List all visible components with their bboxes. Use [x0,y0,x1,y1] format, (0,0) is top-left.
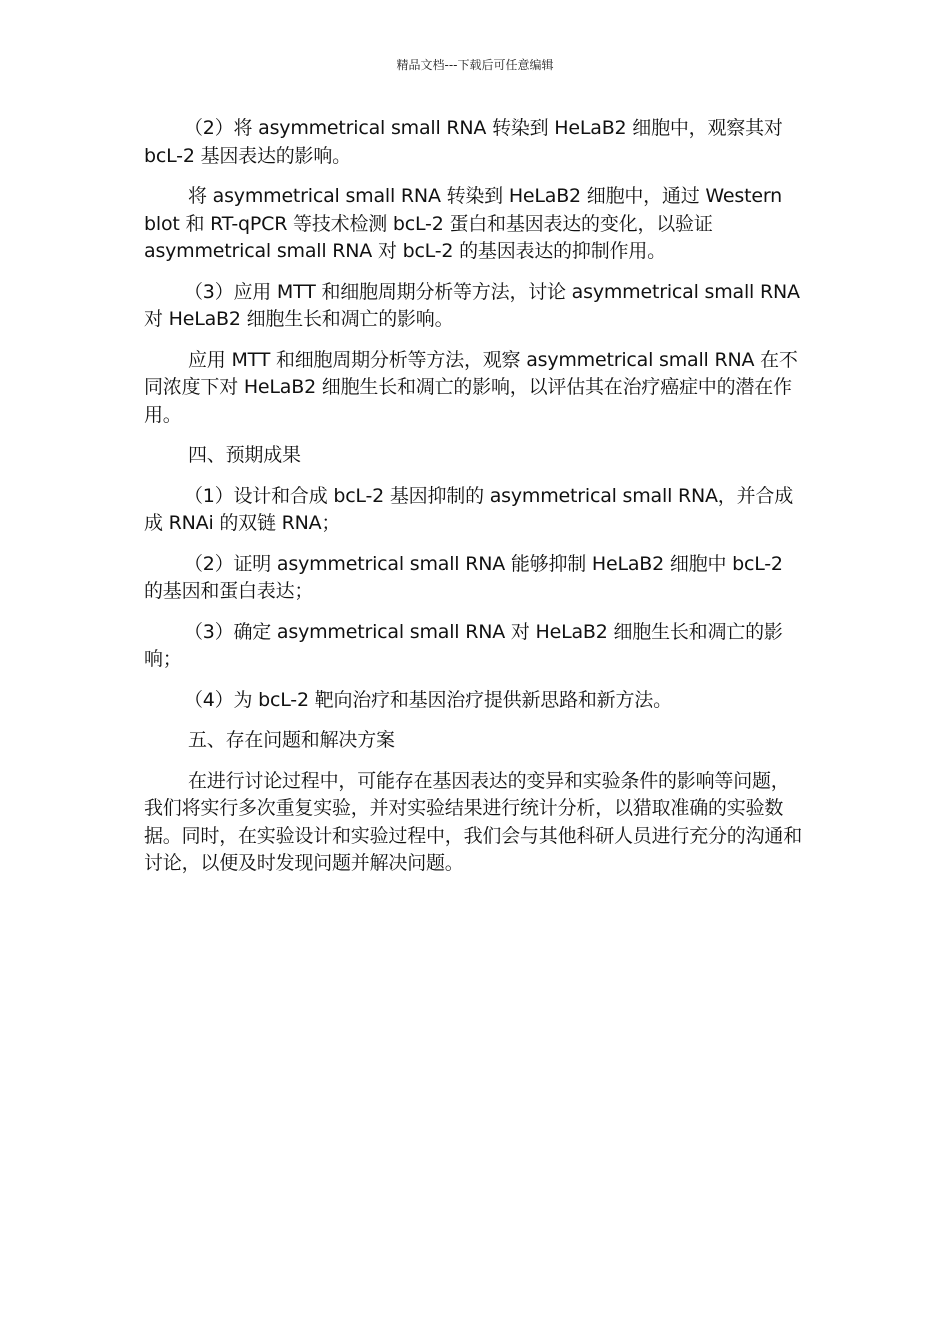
page-header: 精品文档---下载后可任意编辑 [396,58,554,72]
paragraph-transfection-detail: 将 asymmetrical small RNA 转染到 HeLaB2 细胞中，通过 Western blot 和 RT-qPCR 等技术检测 bcL-2 蛋白和基因表达的变化，以验证 asymmetrical small RNA 对 bcL-2 的基因表达的抑制作用。 [144,185,782,262]
paragraph-result-1: （1）设计和合成 bcL-2 基因抑制的 asymmetrical small RNA，并合成成 RNAi 的双链 RNA； [144,484,794,534]
paragraph-result-2: （2）证明 asymmetrical small RNA 能够抑制 HeLaB2 细胞中 bcL-2 的基因和蛋白表达； [144,552,783,602]
paragraph-item-2-transfection: （2）将 asymmetrical small RNA 转染到 HeLaB2 细胞中，观察其对 bcL-2 基因表达的影响。 [144,117,783,167]
section-heading-problems-solutions: 五、存在问题和解决方案 [188,729,395,751]
paragraph-result-4: （4）为 bcL-2 靶向治疗和基因治疗提供新思路和新方法。 [184,688,672,711]
paragraph-problems-solutions: 在进行讨论过程中，可能存在基因表达的变异和实验条件的影响等问题，我们将实行多次重复实验，并对实验结果进行统计分析，以猎取准确的实验数据。同时，在实验设计和实验过程中，我们会与其他科研人员进行充分的沟通和讨论，以便及时发现问题并解决问题。 [144,769,803,874]
section-heading-expected-results: 四、预期成果 [188,444,301,466]
document-body [144,115,806,891]
paragraph-item-3-mtt: （3）应用 MTT 和细胞周期分析等方法，讨论 asymmetrical small RNA 对 HeLaB2 细胞生长和凋亡的影响。 [144,280,800,330]
paragraph-result-3: （3）确定 asymmetrical small RNA 对 HeLaB2 细胞生长和凋亡的影响； [144,620,783,670]
paragraph-mtt-detail: 应用 MTT 和细胞周期分析等方法，观察 asymmetrical small RNA 在不同浓度下对 HeLaB2 细胞生长和凋亡的影响，以评估其在治疗癌症中的潜在作用。 [144,348,798,426]
